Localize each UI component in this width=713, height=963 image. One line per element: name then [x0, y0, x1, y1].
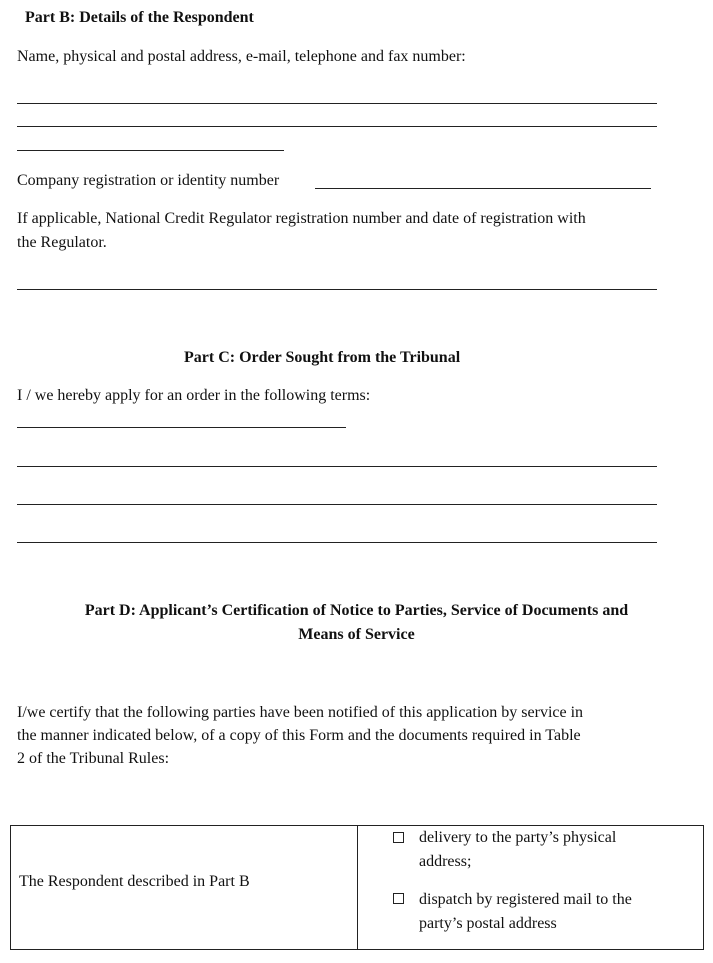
registration-number-line[interactable]	[315, 188, 651, 189]
delivery-physical-label-line-2: address;	[419, 853, 472, 870]
respondent-details-line-1[interactable]	[17, 103, 657, 104]
registration-number-label: Company registration or identity number	[17, 172, 280, 189]
registered-mail-label-line-2: party’s postal address	[419, 915, 557, 932]
order-terms-line-1[interactable]	[17, 427, 346, 428]
respondent-details-line-3[interactable]	[17, 150, 284, 151]
order-apply-text: I / we hereby apply for an order in the following terms:	[17, 387, 371, 404]
order-terms-line-4[interactable]	[17, 542, 657, 543]
part-d-heading-line-2: Means of Service	[298, 626, 415, 643]
respondent-name-prompt: Name, physical and postal address, e-mail, telephone and fax number:	[17, 48, 466, 65]
service-party-label: The Respondent described in Part B	[19, 873, 250, 890]
certify-text-line-1: I/we certify that the following parties have been notified of this application by service in	[17, 704, 584, 721]
part-d-heading-line-1: Part D: Applicant’s Certification of Notice to Parties, Service of Documents and	[84, 602, 629, 619]
registered-mail-label-line-1: dispatch by registered mail to the	[419, 891, 632, 908]
ncr-registration-line[interactable]	[17, 289, 657, 290]
certify-text-line-3: 2 of the Tribunal Rules:	[17, 750, 170, 767]
certify-text-line-2: the manner indicated below, of a copy of this Form and the documents required in Table	[17, 727, 581, 744]
registered-mail-checkbox[interactable]	[393, 893, 404, 904]
ncr-registration-text-line-2: the Regulator.	[17, 234, 107, 251]
order-terms-line-3[interactable]	[17, 504, 657, 505]
delivery-physical-label-line-1: delivery to the party’s physical	[419, 829, 617, 846]
service-table-divider	[357, 826, 358, 949]
part-c-heading: Part C: Order Sought from the Tribunal	[184, 349, 461, 366]
service-table	[10, 825, 704, 950]
ncr-registration-text-line-1: If applicable, National Credit Regulator registration number and date of registration with	[17, 210, 586, 227]
order-terms-line-2[interactable]	[17, 466, 657, 467]
part-b-heading: Part B: Details of the Respondent	[25, 9, 254, 26]
respondent-details-line-2[interactable]	[17, 126, 657, 127]
delivery-physical-checkbox[interactable]	[393, 832, 404, 843]
